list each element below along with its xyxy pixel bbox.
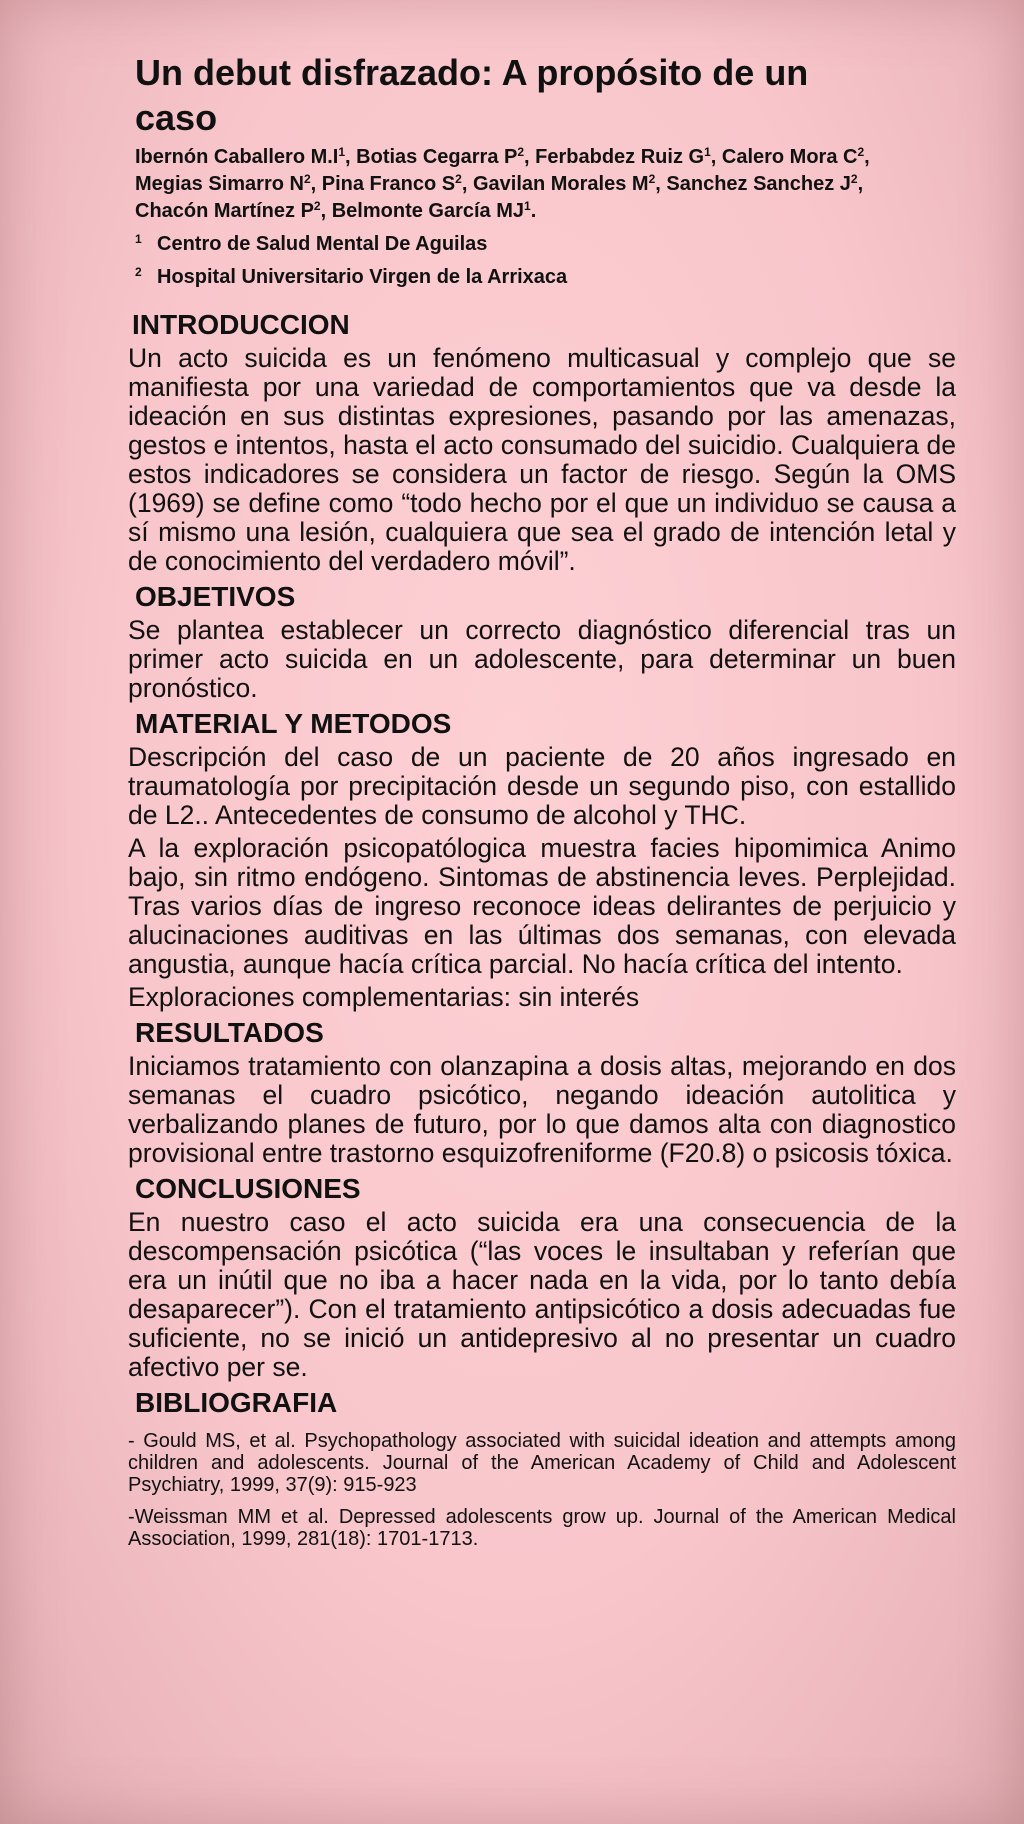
author: Calero Mora $C^2$, <box>721 145 870 168</box>
text-objetivos: Se plantea establecer un correcto diagnóstico diferencial tras un primer acto suicida en un adolescente, para determinar un buen pronóstico. <box>128 615 956 703</box>
author: Megias Simarro $N^2$, <box>135 172 322 195</box>
poster-body <box>128 308 956 1560</box>
heading-resultados: RESULTADOS <box>135 1017 324 1048</box>
affiliation-2: 2 Hospital Universitario Virgen de la Arrixaca <box>135 265 568 288</box>
heading-objetivos: OBJETIVOS <box>135 581 296 612</box>
heading-material-metodos: MATERIAL Y METODOS <box>135 708 452 739</box>
poster-header <box>135 50 895 291</box>
author: Ferbabdez Ruiz $G^1$, <box>535 145 722 168</box>
text-material-2: A la exploración psicopatólogica muestra facies hipomimica Animo bajo, sin ritmo endógeno. Sintomas de abstinencia leves. Perplejidad. Tras varios días de ingreso reconoce ideas delirantes de perjuicio y alucinaciones auditivas en las últimas dos semanas, con elevada angustia, aunque hacía crítica parcial. No hacía crítica del intento. <box>128 833 956 979</box>
author-list <box>135 144 895 225</box>
author: Ibernón Caballero $M.I^1$, <box>135 145 357 168</box>
author: Belmonte García $MJ^1$. <box>331 199 537 222</box>
text-material-3: Exploraciones complementarias: sin interés <box>128 982 640 1012</box>
text-conclusiones: En nuestro caso el acto suicida era una consecuencia de la descompensación psicótica (“las voces le insultaban y referían que era un inútil que no iba a hacer nada en la vida, por lo tanto debía desaparecer”). Con el tratamiento antipsicótico a dosis adecuadas fue suficiente, no se inició un antidepresivo al no presentar un cuadro afectivo per se. <box>128 1207 956 1382</box>
text-resultados: Iniciamos tratamiento con olanzapina a dosis altas, mejorando en dos semanas el cuadro psicótico, negando ideación autolitica y verbalizando planes de futuro, por lo que damos alta con diagnostico provisional entre trastorno esquizofreniforme (F20.8) o psicosis tóxica. <box>128 1051 956 1168</box>
author: Sanchez Sanchez $J^2$, <box>666 172 864 195</box>
author: Pina Franco $S^2$, <box>321 172 473 195</box>
heading-introduccion: INTRODUCCION <box>132 309 350 340</box>
text-introduccion: Un acto suicida es un fenómeno multicasual y complejo que se manifiesta por una variedad de comportamientos que va desde la ideación en sus distintas expresiones, pasando por las amenazas, gestos e intentos, hasta el acto consumado del suicidio. Cualquiera de estos indicadores se considera un factor de riesgo. Según la OMS (1969) se define como “todo hecho por el que un individuo se causa a sí mismo una lesión, cualquiera que sea el grado de intención letal y de conocimiento del verdadero móvil”. <box>128 343 956 576</box>
heading-bibliografia: BIBLIOGRAFIA <box>135 1387 338 1418</box>
heading-conclusiones: CONCLUSIONES <box>135 1173 361 1204</box>
author: Gavilan Morales $M^2$, <box>472 172 667 195</box>
poster-title: Un debut disfrazado: A propósito de un caso <box>135 52 809 138</box>
reference-item: - Gould MS, et al. Psychopathology associated with suicidal ideation and attempts among children and adolescents. Journal of the American Academy of Child and Adolescent Psychiatry, 1999, 37(9): 915-923 <box>128 1430 956 1496</box>
reference-list <box>128 1430 956 1550</box>
author: Botias Cegarra $P^2$, <box>356 145 536 168</box>
author: Chacón Martínez $P^2$, <box>135 199 332 222</box>
reference-item: -Weissman MM et al. Depressed adolescents grow up. Journal of the American Medical Association, 1999, 281(18): 1701-1713. <box>128 1506 956 1550</box>
text-material-1: Descripción del caso de un paciente de 20 años ingresado en traumatología por precipitación desde un segundo piso, con estallido de L2.. Antecedentes de consumo de alcohol y THC. <box>128 742 956 830</box>
affiliation-1: 1 Centro de Salud Mental De Aguilas <box>135 232 488 255</box>
